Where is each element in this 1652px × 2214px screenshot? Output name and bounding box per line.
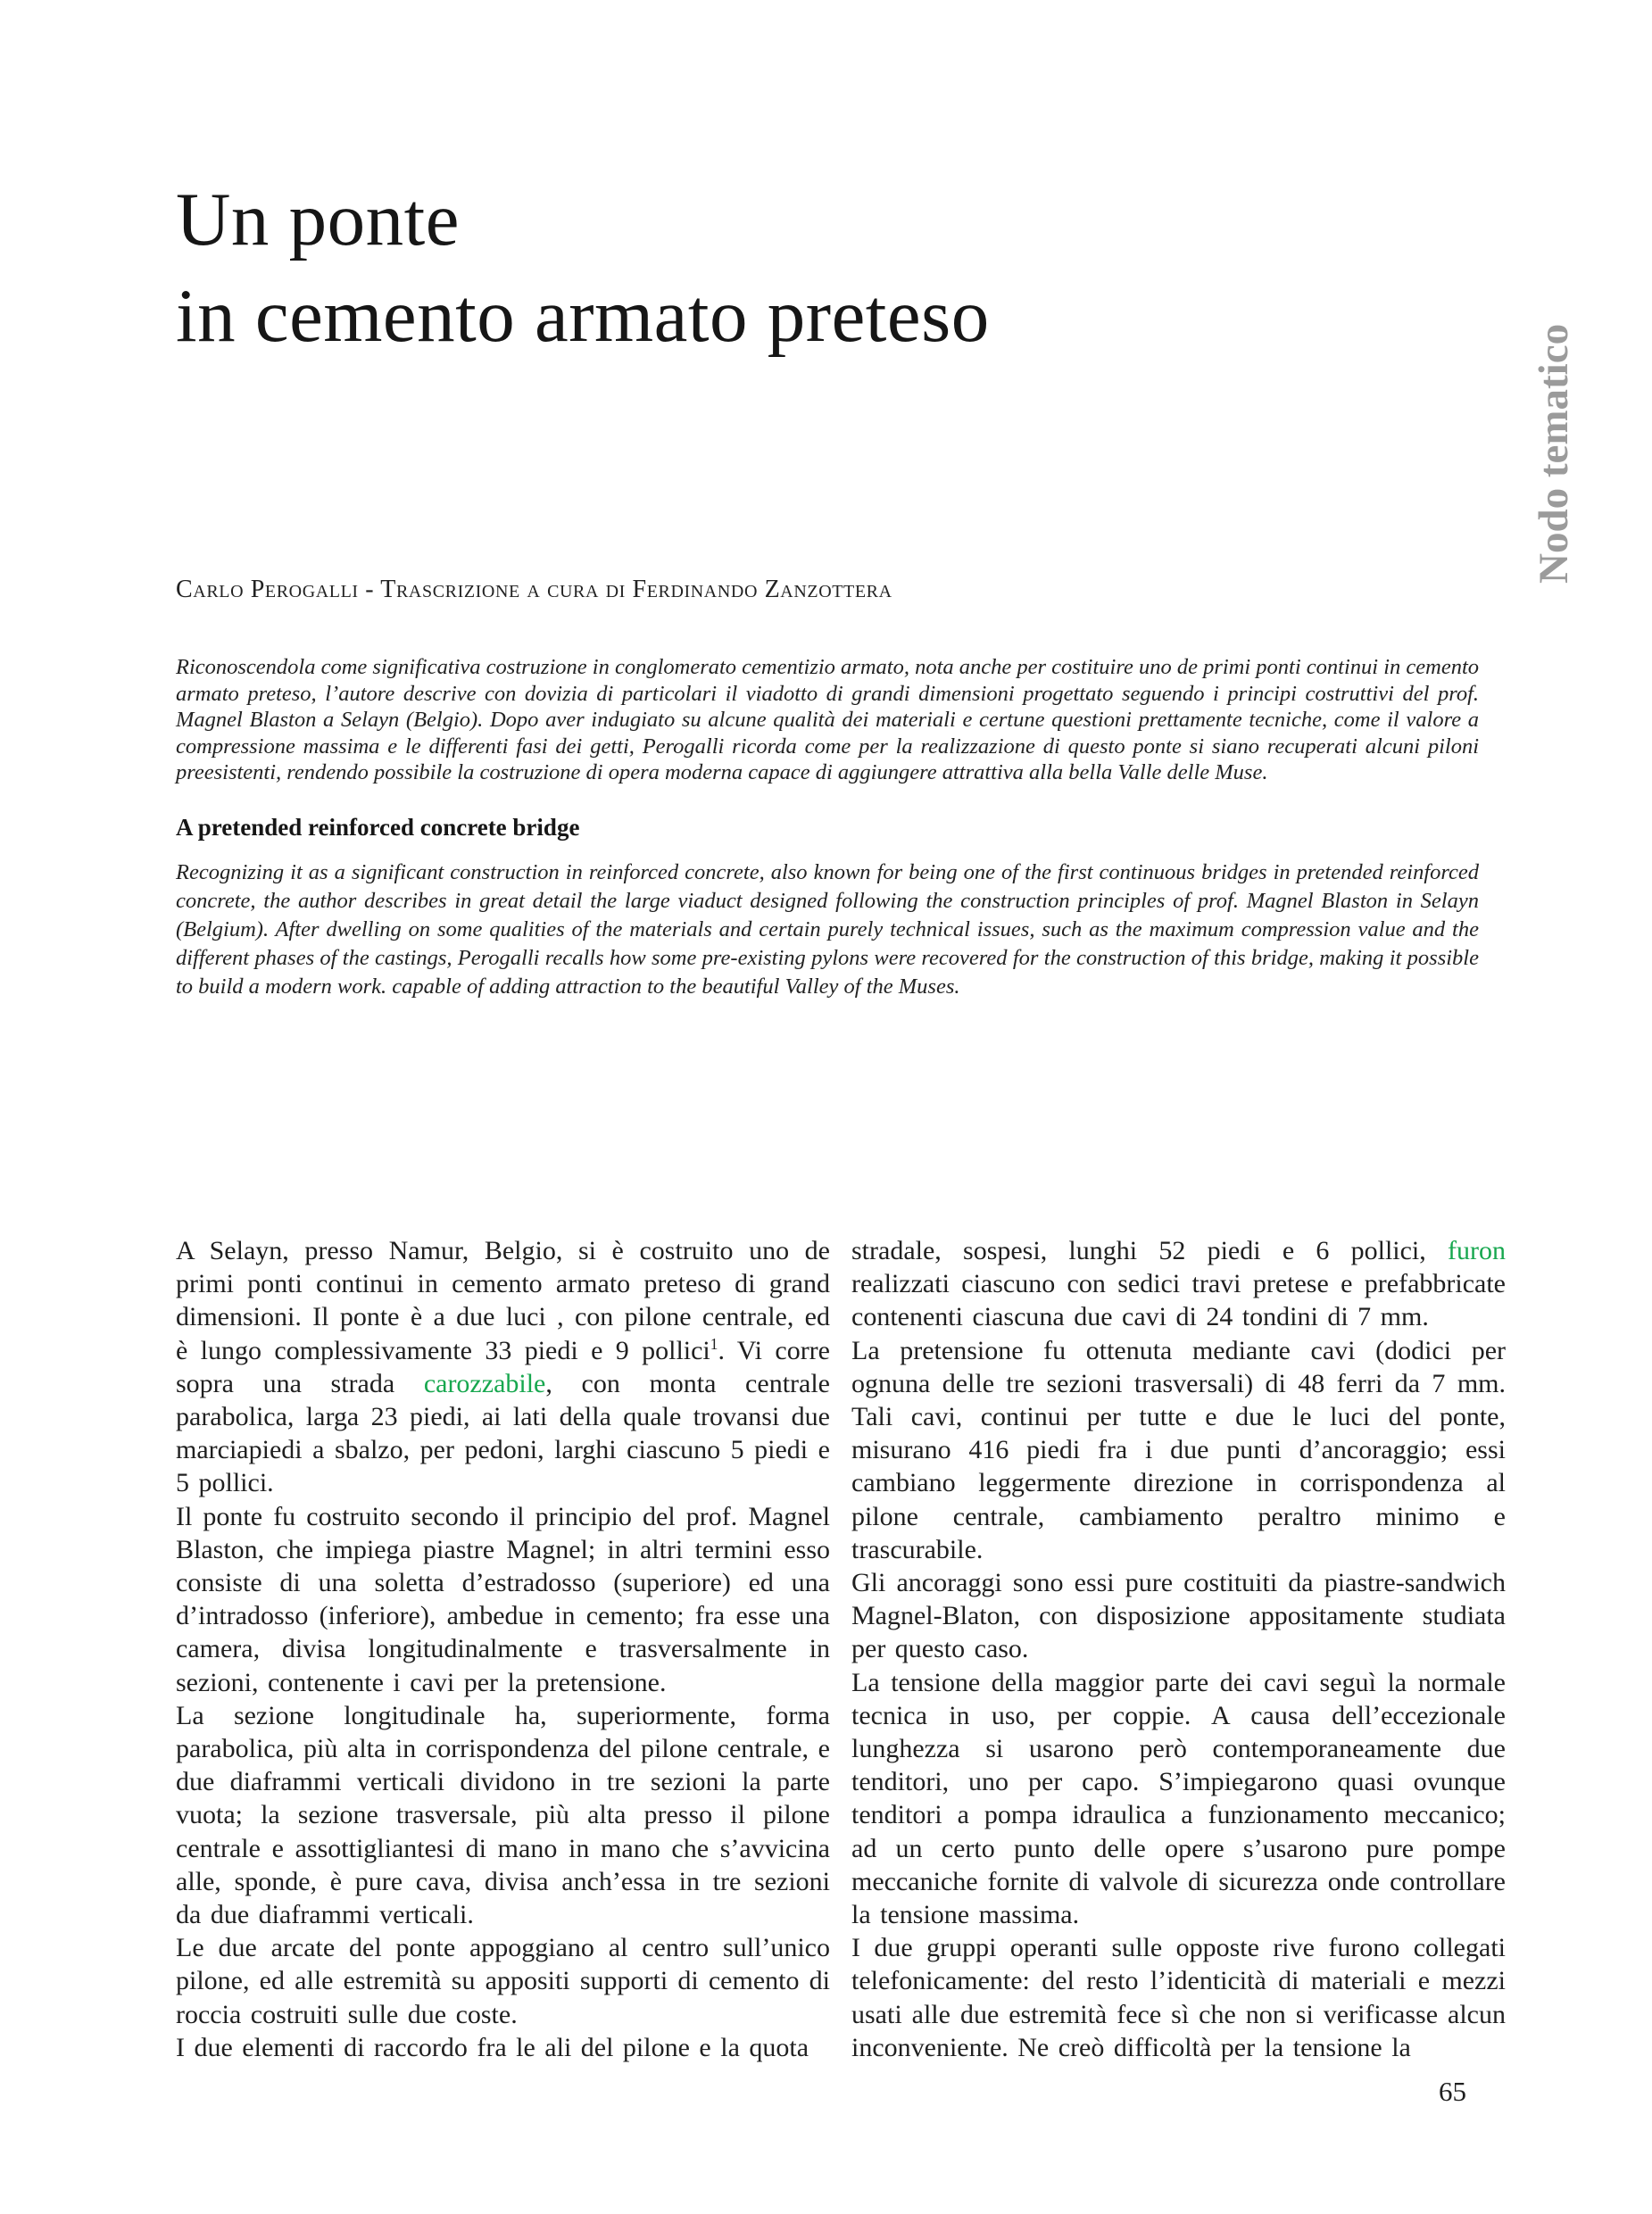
body-paragraph: stradale, sospesi, lunghi 52 piedi e 6 pollici, furon realizzati ciascuno con sedici travi pretese e prefabbricate contenenti ciascuna due cavi di 24 tondini di 7 mm. bbox=[851, 1236, 1506, 1332]
body-paragraph: Gli ancoraggi sono essi pure costituiti da piastre-sandwich Magnel-Blaton, con disposizione appositamente studiata per questo caso. bbox=[851, 1568, 1506, 1664]
body-columns bbox=[176, 1234, 1506, 2064]
body-paragraph: La pretensione fu ottenuta mediante cavi (dodici per ognuna delle tre sezioni trasversali) di 48 ferri da 7 mm. Tali cavi, continui per tutte e due le luci del ponte, misurano 416 piedi fra i due punti d’ancoraggio; essi cambiano leggermente direzione in corrispondenza al pilone centrale, cambiamento peraltro minimo e trascurabile. bbox=[851, 1335, 1506, 1564]
body-paragraph: A Selayn, presso Namur, Belgio, si è costruito uno de primi ponti continui in cemento armato preteso di grand dimensioni. Il ponte è a due luci , con pilone centrale, ed è lungo complessivamente 33 piedi e 9 pollici$^1$. Vi corre sopra una strada carozzabile, con monta centrale parabolica, larga 23 piedi, ai lati della quale trovansi due marciapiedi a sbalzo, per pedoni, larghi ciascuno 5 piedi e 5 pollici. bbox=[176, 1236, 830, 1498]
body-paragraph: I due gruppi operanti sulle opposte rive furono collegati telefonicamente: del resto l’identicità di materiali e mezzi usati alle due estremità fece sì che non si verificasse alcun inconveniente. Ne creò difficoltà per la tensione la bbox=[851, 1933, 1506, 2062]
section-label: Nodo tematico bbox=[1531, 323, 1577, 584]
body-column-right bbox=[851, 1234, 1506, 2064]
footnote-reference: 1 bbox=[710, 1334, 718, 1353]
article-title-line1: Un ponte bbox=[176, 178, 460, 261]
highlighted-word: furon bbox=[1448, 1236, 1506, 1265]
body-paragraph: La sezione longitudinale ha, superiormente, forma parabolica, più alta in corrispondenza del pilone centrale, e due diaframmi verticali dividono in tre sezioni la parte vuota; la sezione trasversale, più alta presso il pilone centrale e assottigliantesi di mano in mano che s’avvicina alle, sponde, è pure cava, divisa anch’essa in tre sezioni da due diaframmi verticali. bbox=[176, 1700, 830, 1930]
article-title bbox=[176, 171, 990, 364]
highlighted-word: carozzabile bbox=[423, 1368, 546, 1398]
body-paragraph: I due elementi di raccordo fra le ali del pilone e la quota bbox=[176, 2032, 809, 2062]
body-paragraph: La tensione della maggior parte dei cavi seguì la normale tecnica in uso, per coppie. A causa dell’eccezionale lunghezza si usarono però contemporaneamente due tenditori, uno per capo. S’impiegarono quasi ovunque tenditori a pompa idraulica a funzionamento meccanico; ad un certo punto delle opere s’usarono pure pompe meccaniche fornite di valvole di sicurezza onde controllare la tensione massima. bbox=[851, 1667, 1506, 1930]
page-number: 65 bbox=[1439, 2076, 1466, 2107]
abstract-english: Recognizing it as a significant construction in reinforced concrete, also known for being one of the first continuous bridges in pretended reinforced concrete, the author describes in great detail the large viaduct designed following the construction principles of prof. Magnel Blaston in Selayn (Belgium). After dwelling on some qualities of the materials and certain purely technical issues, such as the maximum compression value and the different phases of the castings, Perogalli recalls how some pre-existing pylons were recovered for the construction of this bridge, making it possible to build a modern work. capable of adding attraction to the beautiful Valley of the Muses. bbox=[176, 860, 1479, 999]
body-paragraph: Il ponte fu costruito secondo il principio del prof. Magnel Blaston, che impiega piastre Magnel; in altri termini esso consiste di una soletta d’estradosso (superiore) ed una d’intradosso (inferiore), ambedue in cemento; fra esse una camera, divisa longitudinalmente e trasversalmente in sezioni, contenente i cavi per la pretensione. bbox=[176, 1501, 830, 1697]
byline: Carlo Perogalli - Trascrizione a cura di Ferdinando Zanzottera bbox=[176, 576, 892, 603]
body-column-left bbox=[176, 1234, 830, 2064]
article-title-line2: in cemento armato preteso bbox=[176, 274, 990, 358]
abstract-english-heading: A pretended reinforced concrete bridge bbox=[176, 814, 580, 841]
body-paragraph: Le due arcate del ponte appoggiano al centro sull’unico pilone, ed alle estremità su appositi supporti di cemento di roccia costruiti sulle due coste. bbox=[176, 1933, 830, 2029]
abstract-italian: Riconoscendola come significativa costruzione in conglomerato cementizio armato, nota anche per costituire uno de primi ponti continui in cemento armato preteso, l’autore descrive con dovizia di particolari il viadotto di grandi dimensioni progettato seguendo i principi costruttivi del prof. Magnel Blaston a Selayn (Belgio). Dopo aver indugiato su alcune qualità dei materiali e certune questioni prettamente tecniche, come il valore a compressione massima e le differenti fasi dei getti, Perogalli ricorda come per la realizzazione di questo ponte si siano recuperati alcuni piloni preesistenti, rendendo possibile la costruzione di opera moderna capace di aggiungere attrattiva alla bella Valle delle Muse. bbox=[176, 655, 1479, 785]
